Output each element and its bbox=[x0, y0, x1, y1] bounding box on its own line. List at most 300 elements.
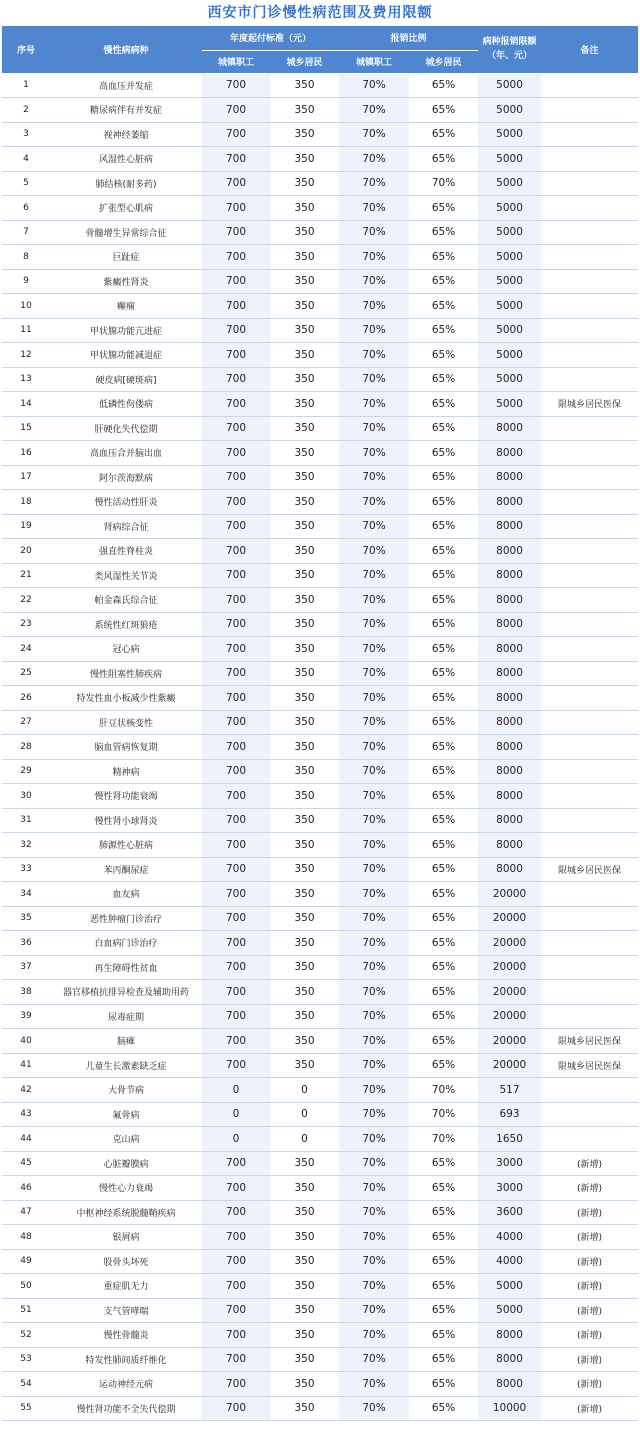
table-row bbox=[2, 73, 638, 98]
table-row bbox=[2, 1078, 638, 1103]
cell-note bbox=[541, 637, 638, 662]
cell-disease-name: 重症肌无力 bbox=[50, 1274, 202, 1299]
cell-disease-name: 帕金森氏综合征 bbox=[50, 588, 202, 613]
cell-threshold-urban-worker: 700 bbox=[202, 367, 270, 392]
cell-ratio-urban-worker: 70% bbox=[339, 588, 409, 613]
cell-note bbox=[541, 539, 638, 564]
cell-disease-name: 再生障碍性贫血 bbox=[50, 955, 202, 980]
cell-threshold-rural-resident: 350 bbox=[270, 147, 339, 172]
table-row bbox=[2, 808, 638, 833]
cell-disease-name: 克山病 bbox=[50, 1127, 202, 1152]
cell-threshold-urban-worker: 700 bbox=[202, 1274, 270, 1299]
cell-note: 限城乡居民医保 bbox=[541, 1029, 638, 1054]
cell-threshold-urban-worker: 700 bbox=[202, 1200, 270, 1225]
table-row bbox=[2, 1127, 638, 1152]
cell-limit: 5000 bbox=[478, 147, 541, 172]
cell-ratio-urban-worker: 70% bbox=[339, 1176, 409, 1201]
cell-threshold-rural-resident: 0 bbox=[270, 1078, 339, 1103]
cell-index: 45 bbox=[2, 1151, 50, 1176]
cell-index: 55 bbox=[2, 1396, 50, 1421]
cell-limit: 8000 bbox=[478, 1323, 541, 1348]
cell-note bbox=[541, 931, 638, 956]
cell-ratio-urban-worker: 70% bbox=[339, 637, 409, 662]
cell-ratio-rural-resident: 65% bbox=[409, 563, 478, 588]
cell-threshold-urban-worker: 0 bbox=[202, 1078, 270, 1103]
cell-threshold-rural-resident: 350 bbox=[270, 539, 339, 564]
cell-ratio-urban-worker: 70% bbox=[339, 1225, 409, 1250]
table-row bbox=[2, 245, 638, 270]
table-row bbox=[2, 1053, 638, 1078]
cell-disease-name: 特发性血小板减少性紫癜 bbox=[50, 686, 202, 711]
header-ratio-rural-resident: 城乡居民 bbox=[409, 50, 478, 73]
cell-threshold-rural-resident: 350 bbox=[270, 931, 339, 956]
cell-threshold-urban-worker: 700 bbox=[202, 171, 270, 196]
table-row bbox=[2, 220, 638, 245]
cell-index: 6 bbox=[2, 196, 50, 221]
cell-threshold-rural-resident: 350 bbox=[270, 1004, 339, 1029]
cell-threshold-urban-worker: 700 bbox=[202, 857, 270, 882]
cell-limit: 8000 bbox=[478, 514, 541, 539]
cell-note bbox=[541, 73, 638, 98]
cell-ratio-rural-resident: 65% bbox=[409, 686, 478, 711]
cell-disease-name: 肺结核(耐多药) bbox=[50, 171, 202, 196]
cell-threshold-rural-resident: 350 bbox=[270, 710, 339, 735]
table-row bbox=[2, 171, 638, 196]
cell-ratio-rural-resident: 65% bbox=[409, 857, 478, 882]
cell-ratio-urban-worker: 70% bbox=[339, 808, 409, 833]
cell-disease-name: 苯丙酮尿症 bbox=[50, 857, 202, 882]
cell-index: 17 bbox=[2, 465, 50, 490]
cell-threshold-urban-worker: 700 bbox=[202, 1323, 270, 1348]
cell-threshold-urban-worker: 700 bbox=[202, 1298, 270, 1323]
cell-threshold-rural-resident: 350 bbox=[270, 637, 339, 662]
cell-index: 2 bbox=[2, 98, 50, 123]
table-row bbox=[2, 637, 638, 662]
cell-threshold-rural-resident: 350 bbox=[270, 808, 339, 833]
cell-disease-name: 心脏瓣膜病 bbox=[50, 1151, 202, 1176]
table-row bbox=[2, 1396, 638, 1421]
cell-limit: 1650 bbox=[478, 1127, 541, 1152]
table-row bbox=[2, 931, 638, 956]
cell-threshold-urban-worker: 700 bbox=[202, 833, 270, 858]
cell-threshold-rural-resident: 350 bbox=[270, 686, 339, 711]
cell-threshold-urban-worker: 700 bbox=[202, 220, 270, 245]
cell-ratio-urban-worker: 70% bbox=[339, 245, 409, 270]
cell-ratio-urban-worker: 70% bbox=[339, 147, 409, 172]
cell-index: 24 bbox=[2, 637, 50, 662]
cell-index: 48 bbox=[2, 1225, 50, 1250]
cell-ratio-rural-resident: 65% bbox=[409, 980, 478, 1005]
table-row bbox=[2, 1029, 638, 1054]
table-row bbox=[2, 906, 638, 931]
cell-threshold-urban-worker: 700 bbox=[202, 441, 270, 466]
cell-limit: 8000 bbox=[478, 661, 541, 686]
table-row bbox=[2, 1347, 638, 1372]
cell-limit: 8000 bbox=[478, 416, 541, 441]
cell-ratio-urban-worker: 70% bbox=[339, 931, 409, 956]
cell-ratio-urban-worker: 70% bbox=[339, 1372, 409, 1397]
cell-disease-name: 脑瘫 bbox=[50, 1029, 202, 1054]
cell-threshold-urban-worker: 700 bbox=[202, 294, 270, 319]
table-row bbox=[2, 539, 638, 564]
cell-threshold-rural-resident: 350 bbox=[270, 1372, 339, 1397]
cell-index: 33 bbox=[2, 857, 50, 882]
cell-ratio-urban-worker: 70% bbox=[339, 1200, 409, 1225]
cell-threshold-urban-worker: 700 bbox=[202, 245, 270, 270]
cell-threshold-urban-worker: 700 bbox=[202, 882, 270, 907]
cell-limit: 20000 bbox=[478, 955, 541, 980]
cell-disease-name: 慢性骨髓炎 bbox=[50, 1323, 202, 1348]
cell-threshold-rural-resident: 350 bbox=[270, 122, 339, 147]
cell-limit: 3000 bbox=[478, 1176, 541, 1201]
cell-threshold-urban-worker: 700 bbox=[202, 318, 270, 343]
cell-threshold-urban-worker: 700 bbox=[202, 539, 270, 564]
cell-limit: 4000 bbox=[478, 1225, 541, 1250]
table-row bbox=[2, 441, 638, 466]
cell-note bbox=[541, 122, 638, 147]
cell-disease-name: 视神经萎缩 bbox=[50, 122, 202, 147]
cell-note bbox=[541, 441, 638, 466]
cell-note bbox=[541, 294, 638, 319]
cell-threshold-urban-worker: 700 bbox=[202, 1249, 270, 1274]
cell-note: 限城乡居民医保 bbox=[541, 1053, 638, 1078]
cell-index: 12 bbox=[2, 343, 50, 368]
cell-threshold-rural-resident: 350 bbox=[270, 1200, 339, 1225]
cell-threshold-urban-worker: 700 bbox=[202, 73, 270, 98]
cell-disease-name: 甲状腺功能亢进症 bbox=[50, 318, 202, 343]
cell-ratio-urban-worker: 70% bbox=[339, 563, 409, 588]
header-threshold-urban-worker: 城镇职工 bbox=[202, 50, 270, 73]
cell-disease-name: 阿尔茨海默病 bbox=[50, 465, 202, 490]
cell-ratio-rural-resident: 65% bbox=[409, 147, 478, 172]
cell-disease-name: 硬皮病[硬斑病] bbox=[50, 367, 202, 392]
cell-ratio-rural-resident: 65% bbox=[409, 1225, 478, 1250]
header-disease: 慢性病病种 bbox=[50, 26, 202, 73]
cell-ratio-rural-resident: 70% bbox=[409, 1127, 478, 1152]
cell-note: (新增) bbox=[541, 1200, 638, 1225]
cell-note bbox=[541, 343, 638, 368]
cell-note: 限城乡居民医保 bbox=[541, 392, 638, 417]
cell-limit: 5000 bbox=[478, 294, 541, 319]
cell-limit: 8000 bbox=[478, 637, 541, 662]
cell-threshold-rural-resident: 350 bbox=[270, 1029, 339, 1054]
cell-ratio-urban-worker: 70% bbox=[339, 1396, 409, 1421]
cell-threshold-urban-worker: 700 bbox=[202, 1151, 270, 1176]
cell-ratio-urban-worker: 70% bbox=[339, 98, 409, 123]
cell-ratio-urban-worker: 70% bbox=[339, 1078, 409, 1103]
cell-limit: 5000 bbox=[478, 392, 541, 417]
cell-note: (新增) bbox=[541, 1396, 638, 1421]
table-row bbox=[2, 147, 638, 172]
cell-ratio-urban-worker: 70% bbox=[339, 1127, 409, 1152]
cell-ratio-rural-resident: 65% bbox=[409, 392, 478, 417]
cell-index: 28 bbox=[2, 735, 50, 760]
cell-threshold-rural-resident: 350 bbox=[270, 1396, 339, 1421]
cell-ratio-urban-worker: 70% bbox=[339, 735, 409, 760]
cell-threshold-rural-resident: 350 bbox=[270, 269, 339, 294]
table-row bbox=[2, 367, 638, 392]
cell-disease-name: 氟骨病 bbox=[50, 1102, 202, 1127]
cell-ratio-rural-resident: 65% bbox=[409, 490, 478, 515]
table-row bbox=[2, 465, 638, 490]
cell-threshold-rural-resident: 350 bbox=[270, 661, 339, 686]
cell-note bbox=[541, 147, 638, 172]
cell-limit: 8000 bbox=[478, 784, 541, 809]
cell-disease-name: 运动神经元病 bbox=[50, 1372, 202, 1397]
cell-ratio-urban-worker: 70% bbox=[339, 955, 409, 980]
cell-threshold-urban-worker: 700 bbox=[202, 563, 270, 588]
cell-index: 16 bbox=[2, 441, 50, 466]
table-row bbox=[2, 563, 638, 588]
table-row bbox=[2, 514, 638, 539]
cell-disease-name: 精神病 bbox=[50, 759, 202, 784]
cell-threshold-urban-worker: 700 bbox=[202, 343, 270, 368]
cell-index: 50 bbox=[2, 1274, 50, 1299]
cell-ratio-rural-resident: 65% bbox=[409, 906, 478, 931]
cell-limit: 8000 bbox=[478, 490, 541, 515]
cell-index: 30 bbox=[2, 784, 50, 809]
cell-ratio-rural-resident: 65% bbox=[409, 784, 478, 809]
cell-limit: 3000 bbox=[478, 1151, 541, 1176]
cell-ratio-urban-worker: 70% bbox=[339, 980, 409, 1005]
cell-note bbox=[541, 196, 638, 221]
cell-index: 20 bbox=[2, 539, 50, 564]
cell-threshold-urban-worker: 700 bbox=[202, 147, 270, 172]
table-row bbox=[2, 1102, 638, 1127]
cell-threshold-rural-resident: 350 bbox=[270, 441, 339, 466]
cell-ratio-urban-worker: 70% bbox=[339, 1298, 409, 1323]
cell-limit: 5000 bbox=[478, 269, 541, 294]
cell-disease-name: 系统性红斑狼疮 bbox=[50, 612, 202, 637]
cell-ratio-rural-resident: 65% bbox=[409, 833, 478, 858]
cell-threshold-rural-resident: 350 bbox=[270, 784, 339, 809]
cell-note: (新增) bbox=[541, 1372, 638, 1397]
cell-ratio-urban-worker: 70% bbox=[339, 661, 409, 686]
cell-ratio-rural-resident: 65% bbox=[409, 1347, 478, 1372]
table-row bbox=[2, 1004, 638, 1029]
cell-threshold-rural-resident: 350 bbox=[270, 1298, 339, 1323]
cell-ratio-rural-resident: 65% bbox=[409, 220, 478, 245]
cell-threshold-rural-resident: 350 bbox=[270, 220, 339, 245]
cell-index: 44 bbox=[2, 1127, 50, 1152]
cell-index: 8 bbox=[2, 245, 50, 270]
cell-ratio-urban-worker: 70% bbox=[339, 784, 409, 809]
cell-limit: 8000 bbox=[478, 539, 541, 564]
cell-threshold-rural-resident: 350 bbox=[270, 1176, 339, 1201]
cell-threshold-rural-resident: 350 bbox=[270, 343, 339, 368]
table-row bbox=[2, 490, 638, 515]
cell-ratio-rural-resident: 65% bbox=[409, 514, 478, 539]
cell-threshold-rural-resident: 350 bbox=[270, 514, 339, 539]
cell-threshold-urban-worker: 700 bbox=[202, 808, 270, 833]
cell-limit: 20000 bbox=[478, 1004, 541, 1029]
cell-index: 22 bbox=[2, 588, 50, 613]
cell-threshold-rural-resident: 350 bbox=[270, 98, 339, 123]
cell-threshold-urban-worker: 700 bbox=[202, 661, 270, 686]
cell-note bbox=[541, 612, 638, 637]
cell-note bbox=[541, 318, 638, 343]
cell-threshold-urban-worker: 700 bbox=[202, 955, 270, 980]
cell-limit: 517 bbox=[478, 1078, 541, 1103]
cell-ratio-rural-resident: 65% bbox=[409, 465, 478, 490]
cell-disease-name: 类风湿性关节炎 bbox=[50, 563, 202, 588]
cell-threshold-urban-worker: 0 bbox=[202, 1102, 270, 1127]
cell-ratio-urban-worker: 70% bbox=[339, 122, 409, 147]
cell-ratio-rural-resident: 65% bbox=[409, 661, 478, 686]
cell-index: 10 bbox=[2, 294, 50, 319]
cell-threshold-urban-worker: 700 bbox=[202, 1372, 270, 1397]
table-row bbox=[2, 588, 638, 613]
cell-limit: 8000 bbox=[478, 612, 541, 637]
cell-index: 7 bbox=[2, 220, 50, 245]
cell-threshold-rural-resident: 0 bbox=[270, 1127, 339, 1152]
cell-ratio-urban-worker: 70% bbox=[339, 294, 409, 319]
cell-disease-name: 支气管哮喘 bbox=[50, 1298, 202, 1323]
cell-threshold-urban-worker: 700 bbox=[202, 490, 270, 515]
cell-ratio-urban-worker: 70% bbox=[339, 1274, 409, 1299]
cell-ratio-urban-worker: 70% bbox=[339, 1347, 409, 1372]
table-row bbox=[2, 98, 638, 123]
cell-index: 9 bbox=[2, 269, 50, 294]
cell-limit: 20000 bbox=[478, 1029, 541, 1054]
table-row bbox=[2, 1249, 638, 1274]
cell-index: 41 bbox=[2, 1053, 50, 1078]
cell-limit: 8000 bbox=[478, 465, 541, 490]
cell-disease-name: 股骨头坏死 bbox=[50, 1249, 202, 1274]
cell-limit: 8000 bbox=[478, 686, 541, 711]
cell-ratio-urban-worker: 70% bbox=[339, 171, 409, 196]
cell-disease-name: 器官移植抗排异检查及辅助用药 bbox=[50, 980, 202, 1005]
cell-note: (新增) bbox=[541, 1298, 638, 1323]
cell-limit: 4000 bbox=[478, 1249, 541, 1274]
cell-index: 18 bbox=[2, 490, 50, 515]
cell-ratio-urban-worker: 70% bbox=[339, 710, 409, 735]
cell-ratio-rural-resident: 65% bbox=[409, 1249, 478, 1274]
table-row bbox=[2, 1372, 638, 1397]
cell-note bbox=[541, 906, 638, 931]
cell-limit: 3600 bbox=[478, 1200, 541, 1225]
cell-disease-name: 癫痫 bbox=[50, 294, 202, 319]
cell-disease-name: 特发性肺间质纤维化 bbox=[50, 1347, 202, 1372]
cell-ratio-rural-resident: 65% bbox=[409, 98, 478, 123]
cell-limit: 5000 bbox=[478, 73, 541, 98]
cell-ratio-rural-resident: 70% bbox=[409, 1102, 478, 1127]
table-row bbox=[2, 784, 638, 809]
table-row bbox=[2, 955, 638, 980]
cell-disease-name: 尿毒症期 bbox=[50, 1004, 202, 1029]
cell-ratio-rural-resident: 65% bbox=[409, 931, 478, 956]
table-row bbox=[2, 833, 638, 858]
cell-disease-name: 肾病综合征 bbox=[50, 514, 202, 539]
table-row bbox=[2, 122, 638, 147]
cell-index: 51 bbox=[2, 1298, 50, 1323]
cell-threshold-urban-worker: 700 bbox=[202, 416, 270, 441]
cell-ratio-urban-worker: 70% bbox=[339, 220, 409, 245]
cell-disease-name: 白血病门诊治疗 bbox=[50, 931, 202, 956]
cell-disease-name: 冠心病 bbox=[50, 637, 202, 662]
cell-limit: 5000 bbox=[478, 318, 541, 343]
table-row bbox=[2, 1151, 638, 1176]
cell-note bbox=[541, 514, 638, 539]
cell-note bbox=[541, 416, 638, 441]
cell-ratio-urban-worker: 70% bbox=[339, 416, 409, 441]
cell-index: 4 bbox=[2, 147, 50, 172]
cell-limit: 5000 bbox=[478, 367, 541, 392]
header-ratio-group: 报销比例 bbox=[339, 26, 478, 50]
cell-ratio-rural-resident: 65% bbox=[409, 245, 478, 270]
cell-limit: 8000 bbox=[478, 735, 541, 760]
cell-threshold-urban-worker: 700 bbox=[202, 637, 270, 662]
cell-limit: 5000 bbox=[478, 343, 541, 368]
cell-threshold-rural-resident: 350 bbox=[270, 563, 339, 588]
cell-limit: 5000 bbox=[478, 1274, 541, 1299]
cell-threshold-urban-worker: 0 bbox=[202, 1127, 270, 1152]
cell-threshold-rural-resident: 350 bbox=[270, 1053, 339, 1078]
cell-limit: 5000 bbox=[478, 122, 541, 147]
cell-limit: 20000 bbox=[478, 931, 541, 956]
cell-disease-name: 甲状腺功能减退症 bbox=[50, 343, 202, 368]
cell-disease-name: 肺源性心脏病 bbox=[50, 833, 202, 858]
cell-threshold-urban-worker: 700 bbox=[202, 1225, 270, 1250]
cell-ratio-rural-resident: 65% bbox=[409, 955, 478, 980]
cell-threshold-urban-worker: 700 bbox=[202, 465, 270, 490]
table-row bbox=[2, 343, 638, 368]
cell-threshold-rural-resident: 350 bbox=[270, 955, 339, 980]
cell-note bbox=[541, 1004, 638, 1029]
cell-threshold-urban-worker: 700 bbox=[202, 710, 270, 735]
table-row bbox=[2, 857, 638, 882]
cell-disease-name: 儿童生长激素缺乏症 bbox=[50, 1053, 202, 1078]
cell-ratio-rural-resident: 65% bbox=[409, 196, 478, 221]
cell-note bbox=[541, 465, 638, 490]
page-title: 西安市门诊慢性病范围及费用限额 bbox=[207, 5, 433, 21]
cell-disease-name: 慢性心力衰竭 bbox=[50, 1176, 202, 1201]
cell-note: (新增) bbox=[541, 1225, 638, 1250]
cell-threshold-urban-worker: 700 bbox=[202, 196, 270, 221]
cell-limit: 8000 bbox=[478, 1372, 541, 1397]
table-row bbox=[2, 882, 638, 907]
cell-ratio-urban-worker: 70% bbox=[339, 539, 409, 564]
table-row bbox=[2, 980, 638, 1005]
cell-limit: 5000 bbox=[478, 171, 541, 196]
cell-note bbox=[541, 220, 638, 245]
cell-index: 23 bbox=[2, 612, 50, 637]
cell-ratio-urban-worker: 70% bbox=[339, 906, 409, 931]
cell-ratio-rural-resident: 65% bbox=[409, 808, 478, 833]
cell-ratio-rural-resident: 65% bbox=[409, 1372, 478, 1397]
cell-note bbox=[541, 882, 638, 907]
cell-ratio-rural-resident: 65% bbox=[409, 759, 478, 784]
cell-ratio-urban-worker: 70% bbox=[339, 514, 409, 539]
cell-note: (新增) bbox=[541, 1151, 638, 1176]
cell-ratio-rural-resident: 65% bbox=[409, 710, 478, 735]
cell-ratio-urban-worker: 70% bbox=[339, 759, 409, 784]
cell-ratio-urban-worker: 70% bbox=[339, 465, 409, 490]
cell-limit: 5000 bbox=[478, 245, 541, 270]
cell-threshold-urban-worker: 700 bbox=[202, 759, 270, 784]
cell-ratio-urban-worker: 70% bbox=[339, 857, 409, 882]
cell-disease-name: 血友病 bbox=[50, 882, 202, 907]
cell-index: 14 bbox=[2, 392, 50, 417]
cell-threshold-urban-worker: 700 bbox=[202, 514, 270, 539]
cell-ratio-rural-resident: 70% bbox=[409, 171, 478, 196]
table-row bbox=[2, 1274, 638, 1299]
cell-threshold-rural-resident: 350 bbox=[270, 367, 339, 392]
cell-note bbox=[541, 784, 638, 809]
cell-index: 27 bbox=[2, 710, 50, 735]
cell-ratio-urban-worker: 70% bbox=[339, 1151, 409, 1176]
cell-index: 47 bbox=[2, 1200, 50, 1225]
